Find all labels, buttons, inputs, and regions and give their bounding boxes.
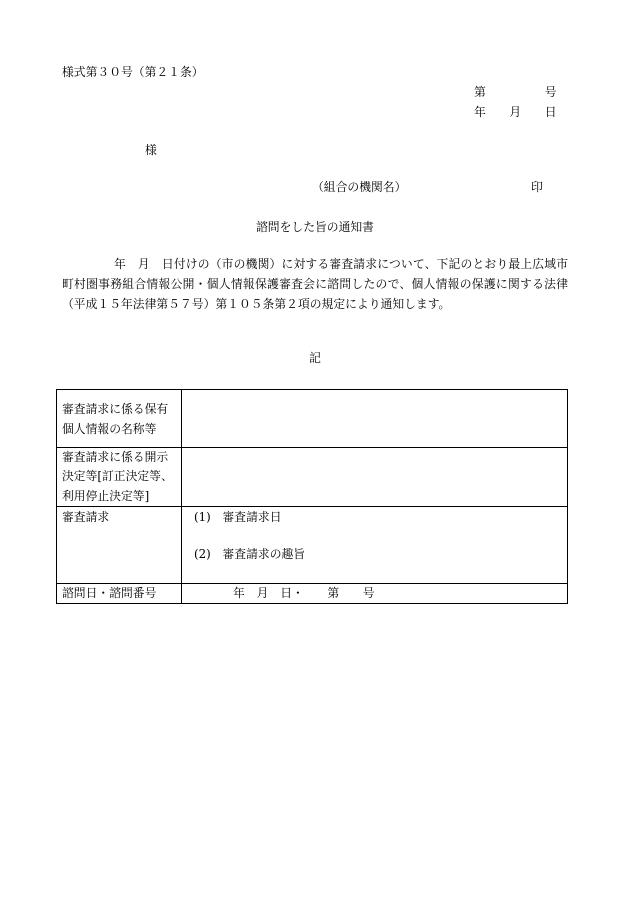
label-line: 決定等[訂正決定等、 [62, 469, 173, 484]
row-label-personal-info-name [57, 390, 182, 448]
label-line: 審査請求に係る保有 [62, 401, 169, 416]
reference-number-line: 第 号 [474, 85, 557, 99]
row-value-review-request [182, 507, 567, 584]
form-number: 様式第３０号（第２１条） [62, 65, 204, 79]
inquiry-date-number-value: 年 月 日・ 第 号 [233, 586, 375, 600]
seal-mark: 印 [531, 180, 543, 194]
label-line: 審査請求 [62, 510, 110, 524]
body-line: 年 月 日付けの（市の機関）に対する審査請求について、下記のとおり最上広域市 [114, 257, 568, 271]
label-line: 個人情報の名称等 [62, 421, 157, 436]
body-line: 町村圏事務組合情報公開・個人情報保護審査会に諮問したので、個人情報の保護に関する法律 [62, 277, 568, 291]
details-table [56, 389, 568, 604]
row-label-disclosure-decision [57, 448, 182, 507]
label-line: 利用停止決定等] [62, 488, 150, 503]
body-line: （平成１５年法律第５７号）第１０５条第２項の規定により通知します。 [62, 297, 451, 311]
sender-org-name: （組合の機関名） [312, 180, 407, 194]
row-label-inquiry-date-number [57, 584, 182, 603]
label-line: 諮問日・諮問番号 [62, 586, 157, 600]
review-request-purpose-item: (2) 審査請求の趣旨 [194, 547, 306, 561]
review-request-date-item: (1) 審査請求日 [194, 510, 282, 524]
issue-date-line: 年 月 日 [474, 105, 557, 119]
row-label-review-request [57, 507, 182, 584]
document-title: 諮問をした旨の通知書 [256, 220, 374, 234]
note-heading: 記 [309, 351, 321, 365]
row-value-inquiry-date-number [182, 584, 567, 603]
row-value-disclosure-decision [182, 448, 567, 507]
row-value-personal-info-name [182, 390, 567, 448]
label-line: 審査請求に係る開示 [62, 449, 169, 464]
notice-body [62, 254, 568, 314]
addressee-honorific: 様 [145, 143, 157, 157]
